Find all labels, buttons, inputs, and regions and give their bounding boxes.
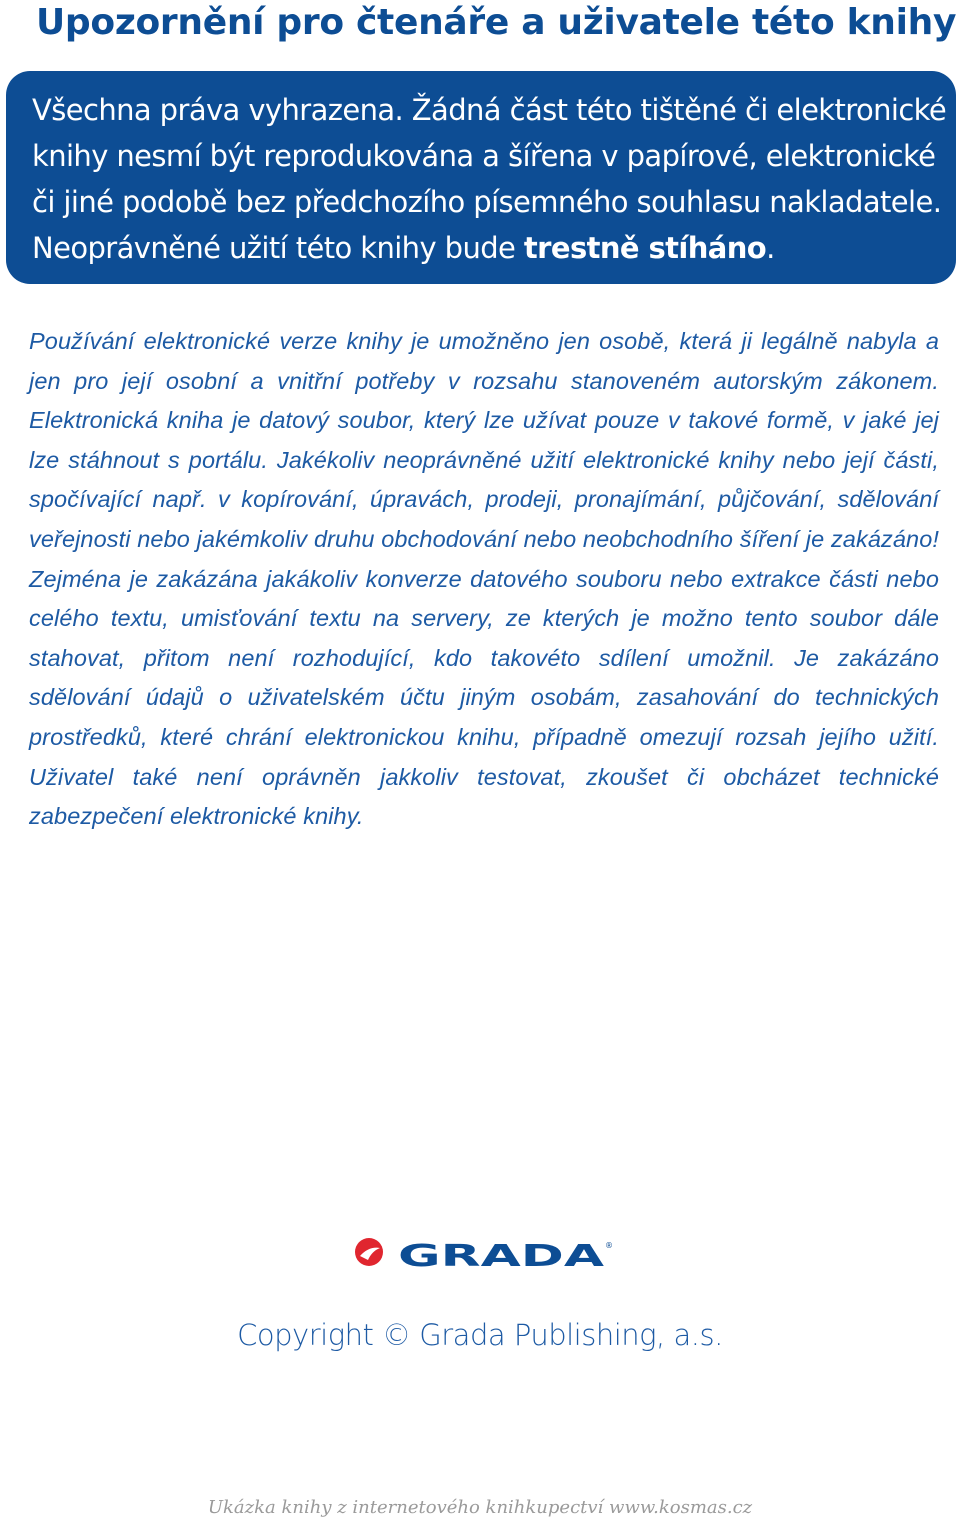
page-title: Upozornění pro čtenáře a uživatele této knihy — [36, 2, 957, 43]
copyright-text: Copyright © Grada Publishing, a.s. — [237, 1318, 723, 1352]
notice-line-4-prefix: Neoprávněné užití této knihy bude — [32, 231, 524, 265]
notice-line-2: knihy nesmí být reprodukována a šířena v papírové, elektronické — [32, 139, 936, 173]
grada-logo — [354, 1236, 614, 1272]
rights-notice-text — [32, 87, 947, 271]
rights-notice-box — [6, 71, 956, 284]
grada-wordmark: GRADA — [398, 1239, 606, 1272]
notice-line-1: Všechna práva vyhrazena. Žádná část této tištěné či elektronické — [32, 93, 947, 127]
notice-line-4 — [32, 225, 942, 271]
notice-line-3: či jiné podobě bez předchozího písemného souhlasu nakladatele. — [32, 185, 942, 219]
usage-terms-paragraph: Používání elektronické verze knihy je umožněno jen osobě, která ji legálně nabyla a jen pro její osobní a vnitřní potřeby v rozsahu stanoveném autorským zákonem. Elektronická kniha je datový soubor, který lze užívat pouze v takové formě, v jaké jej lze stáhnout s portálu. Jakékoliv neoprávněné užití elektronické knihy nebo její části, spočívající např. v kopírování, úpravách, prodeji, pronajímání, půjčování, sdělování veřejnosti nebo jakémkoliv druhu obchodování nebo neobchodního šíření je zakázáno! Zejména je zakázána jakákoliv konverze datového souboru nebo extrakce části nebo celého textu, umisťování textu na servery, ze kterých je možno tento soubor dále stahovat, přitom není rozhodující, kdo takovéto sdílení umožnil. Je zakázáno sdělování údajů o uživatelském účtu jiným osobám, zasahování do technických prostředků, které chrání elektronickou knihu, případně omezují rozsah jejího užití. Uživatel také není oprávněn jakkoliv testovat, zkoušet či obcházet technické zabezpečení elektronické knihy. — [29, 328, 939, 830]
grada-logo-icon — [354, 1236, 614, 1272]
notice-emphasis: trestně stíháno — [523, 231, 767, 265]
registered-mark-icon: ® — [605, 1241, 613, 1250]
footer-text: Ukázka knihy z internetového knihkupectví www.kosmas.cz — [207, 1497, 753, 1518]
notice-line-4-suffix: . — [766, 231, 775, 265]
